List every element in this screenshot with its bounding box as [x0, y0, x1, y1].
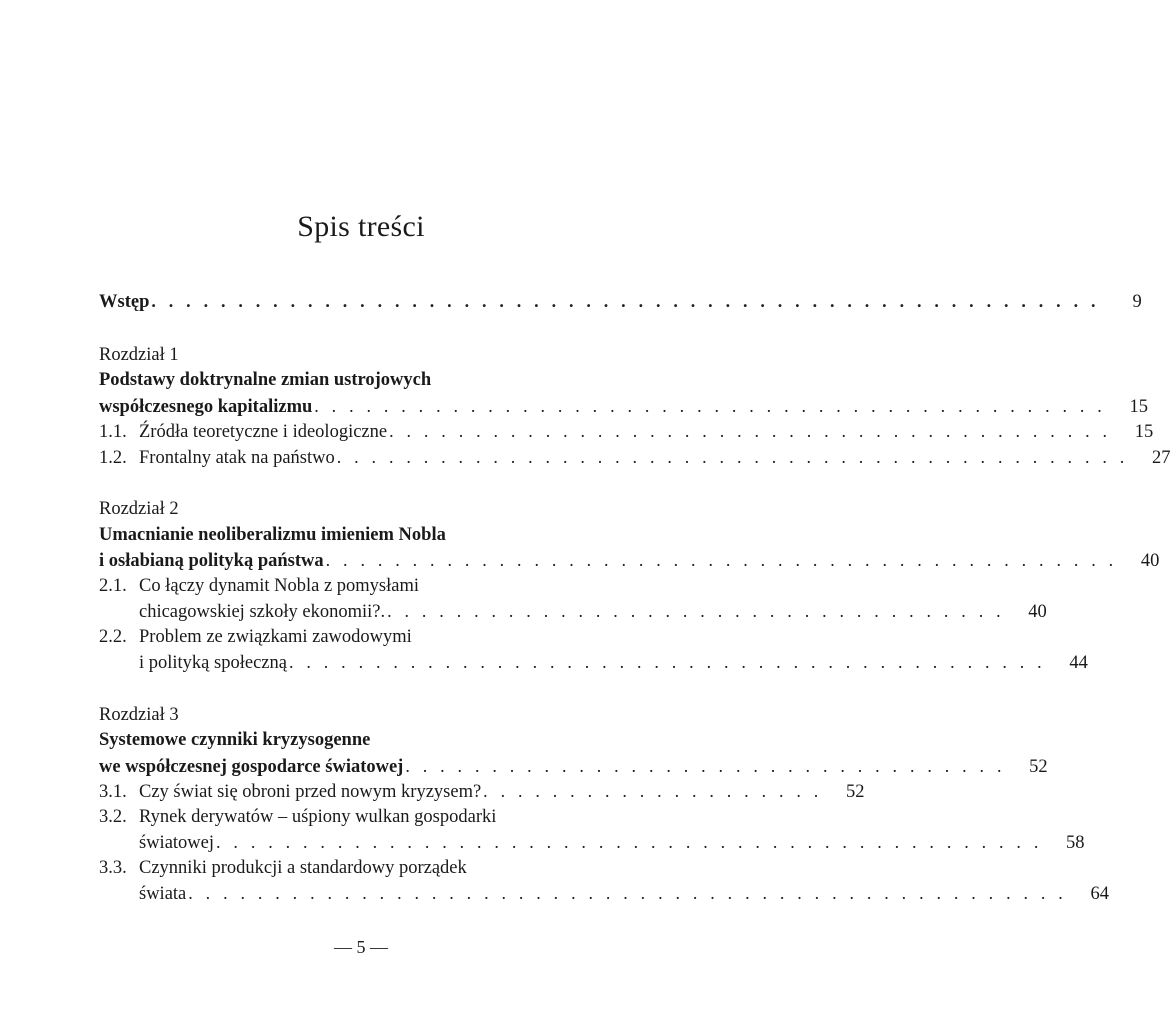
toc-section-entry: [99, 779, 865, 805]
chapter-title-entry: [99, 754, 1048, 780]
dot-leader: . . . . . . . . . . . . . . . . . . . . . . . . . . . . . . . . . . . . . . . . . . . .: [288, 652, 1046, 672]
toc-section-entry: [99, 574, 625, 600]
toc-page-number: 58: [1066, 833, 1085, 853]
section-title: Źródła teoretyczne i ideologiczne: [139, 422, 388, 442]
dot-leader: . . . . . . . . . . . . . . . . . . . .: [483, 781, 823, 801]
chapter-title-line: Podstawy doktrynalne zmian ustrojowych: [99, 370, 432, 390]
toc-page-number: 15: [1134, 422, 1154, 442]
chapter-title-entry: [99, 548, 1160, 574]
chapter-title-line: we współczesnej gospodarce światowej: [99, 756, 404, 777]
dot-leader: . . . . . . . . . . . . . . . . . . . . . . . . . . . . . . . . . . . . . . . . . . . . . .: [336, 446, 1129, 467]
toc-page-number: 40: [1028, 602, 1047, 622]
section-number: 3.2.: [99, 806, 127, 827]
toc-section-entry: [99, 805, 625, 831]
dot-leader: . . . . . . . . . . . . . . . . . . . . . . . . . . . . . . . . . . . . . . . . . . . . . .: [314, 395, 1106, 416]
section-title: Frontalny atak na państwo: [139, 447, 335, 468]
section-title: Problem ze związkami zawodowymi: [139, 626, 412, 647]
chapter-heading: Rozdział 3: [99, 704, 179, 725]
toc-section-continuation: [99, 650, 1088, 676]
toc-page-number: 15: [1129, 396, 1148, 417]
toc-page-number: 52: [1029, 756, 1048, 777]
section-number: 3.3.: [99, 857, 127, 878]
section-title: i polityką społeczną: [139, 653, 287, 673]
dot-leader: . . . . . . . . . . . . . . . . . . . . . . . . . . . . . . . . . . . . . . . . . . . . . . . .: [216, 832, 1043, 852]
section-title: Co łączy dynamit Nobla z pomysłami: [139, 575, 420, 596]
dot-leader: . . . . . . . . . . . . . . . . . . . . . . . . . . . . . . . . . . .: [405, 755, 1006, 776]
section-number: 1.2.: [99, 447, 127, 468]
section-number: 3.1.: [99, 782, 127, 802]
page-title: Spis treści: [297, 210, 425, 243]
chapter-title-line: współczesnego kapitalizmu: [99, 396, 313, 417]
table-of-contents: [99, 289, 1170, 907]
toc-entry-intro: [99, 289, 1142, 315]
section-title: Czynniki produkcji a standardowy porządek: [139, 857, 467, 878]
dot-leader: . . . . . . . . . . . . . . . . . . . . . . . . . . . . . . . . . . . . . . . . . . . . . . . . . . . . . . .: [151, 291, 1100, 311]
chapter-heading: Rozdział 2: [99, 499, 179, 519]
toc-page-number: 52: [845, 782, 865, 802]
toc-entry-label: Wstęp: [99, 292, 150, 312]
section-number: 2.2.: [99, 626, 127, 647]
toc-section-continuation: [99, 881, 1109, 907]
dot-leader: . . . . . . . . . . . . . . . . . . . . . . . . . . . . . . . . . . . . . . . . . . . . . . . . . . .: [188, 883, 1067, 903]
section-title: świata: [139, 884, 187, 904]
section-title: Rynek derywatów – uśpiony wulkan gospodarki: [139, 806, 497, 827]
toc-section-entry: [99, 445, 1170, 471]
chapter-title-line: Umacnianie neoliberalizmu imieniem Nobla: [99, 524, 446, 545]
toc-page-number: 64: [1090, 884, 1109, 904]
dot-leader: . . . . . . . . . . . . . . . . . . . . . . . . . . . . . . . . . . . . . . . . . .: [389, 421, 1112, 441]
toc-page-number: 40: [1140, 551, 1160, 571]
dot-leader: . . . . . . . . . . . . . . . . . . . . . . . . . . . . . . . . . . . . . . . . . . . . . .: [325, 550, 1118, 570]
section-number: 2.1.: [99, 575, 127, 596]
toc-section-continuation: [99, 830, 1085, 856]
toc-section-entry: [99, 625, 625, 651]
toc-section-continuation: [99, 599, 1047, 625]
section-title: Czy świat się obroni przed nowym kryzysem?: [139, 782, 482, 802]
toc-page-number: 9: [1132, 292, 1142, 312]
dot-leader: . . . . . . . . . . . . . . . . . . . . . . . . . . . . . . . . . . . .: [387, 601, 1005, 621]
chapter-title-entry: [99, 394, 1148, 420]
chapter-title-line: i osłabianą polityką państwa: [99, 551, 324, 571]
toc-page-number: 27: [1151, 447, 1170, 468]
chapter-heading: Rozdział 1: [99, 344, 179, 365]
chapter-title-line: Systemowe czynniki kryzysogenne: [99, 730, 371, 750]
section-title: chicagowskiej szkoły ekonomii?.: [139, 602, 386, 622]
toc-page-number: 44: [1069, 653, 1088, 673]
toc-section-entry: [99, 419, 1154, 445]
page-number-footer: — 5 —: [334, 937, 388, 957]
toc-section-entry: [99, 856, 625, 882]
section-title: światowej: [139, 833, 215, 853]
section-number: 1.1.: [99, 422, 127, 442]
